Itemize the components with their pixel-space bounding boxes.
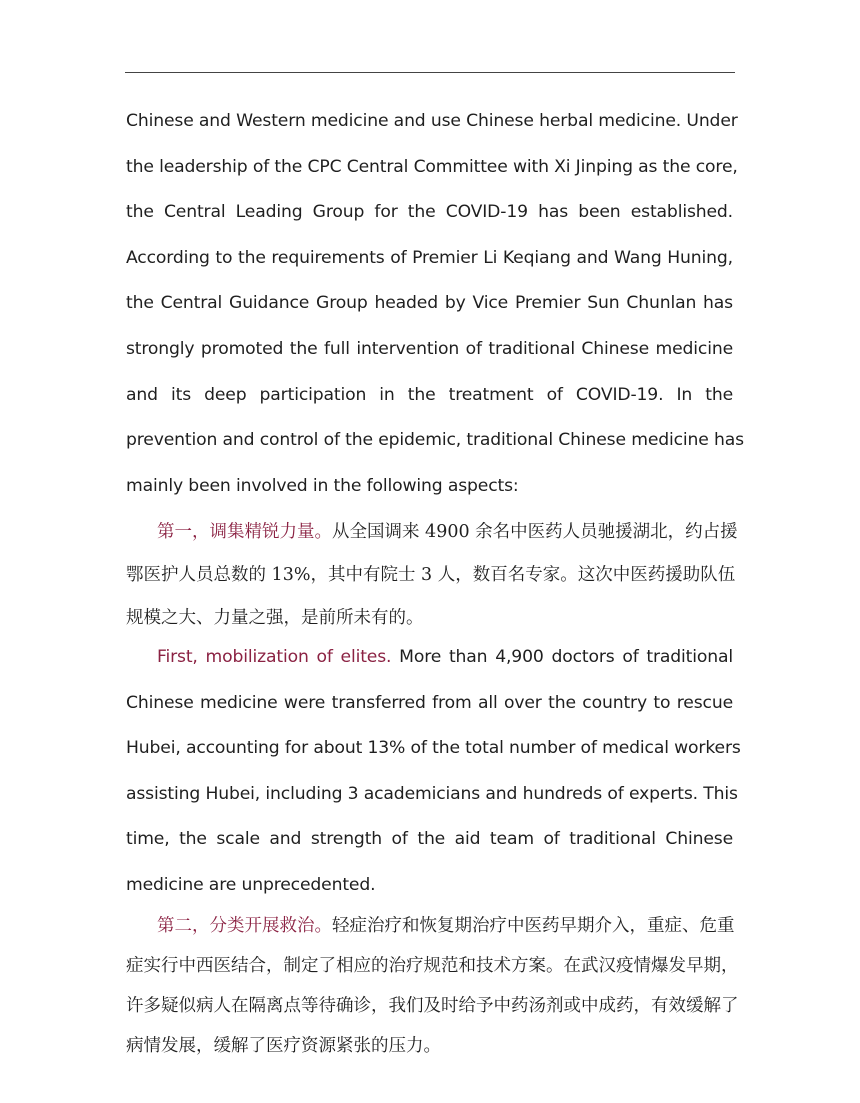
text-line: strongly promoted the full intervention of traditional Chinese medicine xyxy=(126,338,733,359)
text-line: 病情发展，缓解了医疗资源紧张的压力。 xyxy=(126,1036,441,1056)
text-line: 症实行中西医结合，制定了相应的治疗规范和技术方案。在武汉疫情爆发早期， xyxy=(126,956,739,976)
text-line: the Central Leading Group for the COVID-19 has been established. xyxy=(126,202,733,223)
text-line xyxy=(126,511,738,554)
text-line: prevention and control of the epidemic, traditional Chinese medicine has xyxy=(126,430,744,451)
lead-phrase: 第二，分类开展救治。 xyxy=(157,916,332,936)
text-line: Chinese and Western medicine and use Chinese herbal medicine. Under xyxy=(126,111,738,131)
text-line: medicine are unprecedented. xyxy=(126,874,376,895)
text-line: the Central Guidance Group headed by Vice Premier Sun Chunlan has xyxy=(126,293,733,314)
paragraph-zh-second xyxy=(126,906,739,1066)
text-run: More than 4,900 doctors of traditional xyxy=(391,647,733,667)
text-line: According to the requirements of Premier Li Keqiang and Wang Huning, xyxy=(126,247,733,268)
text-run: 从全国调来 4900 余名中医药人员驰援湖北，约占援 xyxy=(332,522,738,542)
text-line: Hubei, accounting for about 13% of the total number of medical workers xyxy=(126,738,741,759)
text-line: 规模之大、力量之强，是前所未有的。 xyxy=(126,608,424,628)
lead-phrase: 第一，调集精锐力量。 xyxy=(157,522,332,542)
text-line: time, the scale and strength of the aid team of traditional Chinese xyxy=(126,829,733,850)
text-line: and its deep participation in the treatment of COVID-19. In the xyxy=(126,384,733,405)
paragraph-en-first xyxy=(126,635,741,909)
paragraph-intro xyxy=(126,99,744,509)
text-line: Chinese medicine were transferred from all over the country to rescue xyxy=(126,692,733,713)
lead-phrase: First, mobilization of elites. xyxy=(157,647,392,667)
text-run: 轻症治疗和恢复期治疗中医药早期介入，重症、危重 xyxy=(332,916,735,936)
text-line xyxy=(126,906,733,946)
text-line: 许多疑似病人在隔离点等待确诊，我们及时给予中药汤剂或中成药，有效缓解了 xyxy=(126,996,739,1016)
text-line xyxy=(126,635,733,681)
text-line: mainly been involved in the following aspects: xyxy=(126,475,519,496)
header-rule xyxy=(125,72,735,73)
paragraph-zh-first xyxy=(126,511,738,640)
text-line: 鄂医护人员总数的 13%，其中有院士 3 人，数百名专家。这次中医药援助队伍 xyxy=(126,565,736,585)
text-line: assisting Hubei, including 3 academicians and hundreds of experts. This xyxy=(126,783,738,804)
text-line: the leadership of the CPC Central Committee with Xi Jinping as the core, xyxy=(126,156,738,177)
